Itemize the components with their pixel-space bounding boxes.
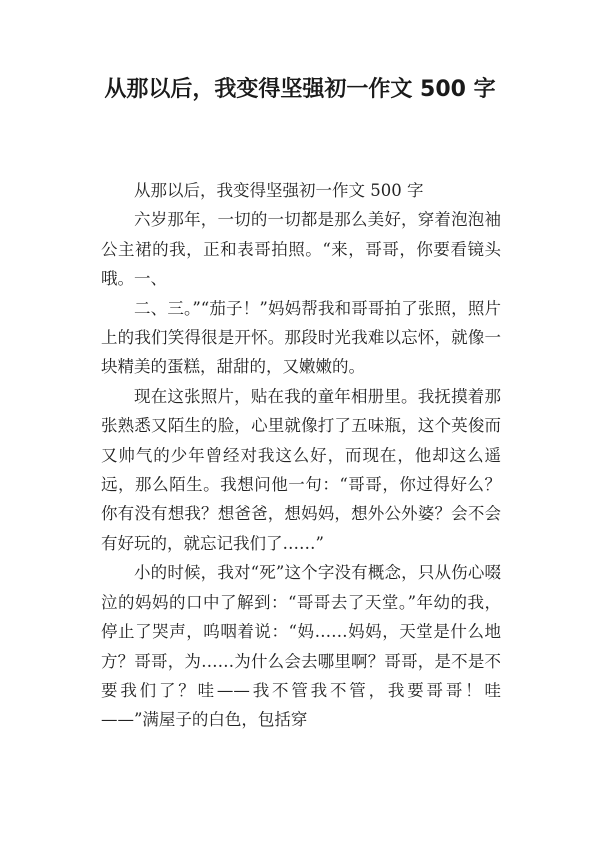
paragraph: 二、三。”“茄子！”妈妈帮我和哥哥拍了张照，照片上的我们笑得很是开怀。那段时光我难以忘怀，就像一块精美的蛋糕，甜甜的，又嫩嫩的。 xyxy=(101,298,501,377)
paragraph: 小的时候，我对“死”这个字没有概念，只从伤心啜泣的妈妈的口中了解到：“哥哥去了天堂。”年幼的我，停止了哭声，呜咽着说：“妈……妈妈，天堂是什么地方？哥哥，为……为什么会去哪里啊？哥哥，是不是不要我们了？哇——我不管我不管，我要哥哥！哇——”满屋子的白色，包括穿 xyxy=(101,563,501,730)
paragraph: 现在这张照片，贴在我的童年相册里。我抚摸着那张熟悉又陌生的脸，心里就像打了五味瓶，这个英俊而又帅气的少年曾经对我这么好，而现在，他却这么遥远，那么陌生。我想问他一句：“哥哥，你过得好么？你有没有想我？想爸爸，想妈妈，想外公外婆？会不会有好玩的，就忘记我们了……” xyxy=(101,386,501,553)
paragraph: 从那以后，我变得坚强初一作文 500 字 xyxy=(134,181,424,200)
document-body xyxy=(101,176,501,735)
document-title: 从那以后，我变得坚强初一作文 500 字 xyxy=(104,77,496,102)
paragraph: 六岁那年，一切的一切都是那么美好，穿着泡泡袖公主裙的我，正和表哥拍照。“来，哥哥，你要看镜头哦。一、 xyxy=(101,210,501,289)
